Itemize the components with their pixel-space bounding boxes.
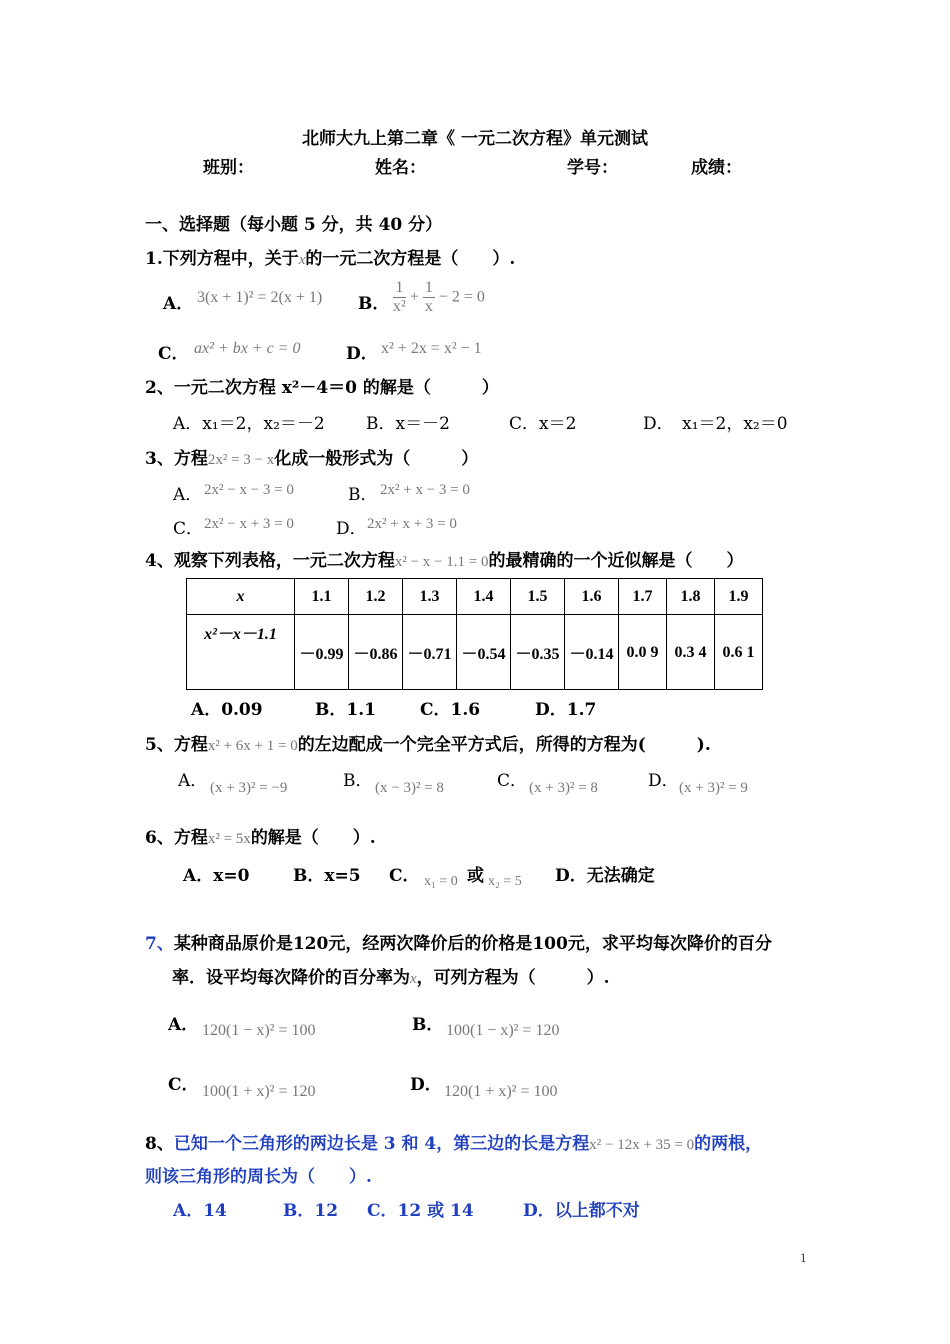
q3-option-b-label: B． — [348, 485, 378, 505]
q8-option-b: B．12 — [283, 1201, 339, 1221]
q2-option-a: A．x₁＝2，x₂＝－2 — [173, 414, 325, 434]
page-number: 1 — [800, 1250, 807, 1265]
question-5-stem: 5、方程x² + 6x + 1 = 0的左边配成一个完全平方式后，所得的方程为( ). — [145, 735, 711, 755]
q1-option-c-equation: ax² + bx + c = 0 — [194, 340, 301, 357]
table-cell: 1.7 — [619, 579, 667, 615]
q3-option-a-label: A． — [173, 485, 203, 505]
q7-option-b-label: B． — [412, 1015, 444, 1035]
table-cell: 1.6 — [565, 579, 619, 615]
name-label: 姓名： — [375, 158, 426, 178]
page-title: 北师大九上第二章《 一元二次方程》单元测试 — [302, 129, 648, 149]
question-3-stem: 3、方程2x² = 3 − x化成一般形式为（ ） — [145, 449, 479, 469]
q1-option-a-label: A． — [163, 294, 194, 314]
q3-option-b-equation: 2x² + x − 3 = 0 — [380, 482, 470, 498]
q5-option-a-label: A． — [178, 771, 208, 791]
q1-option-d-equation: x² + 2x = x² − 1 — [381, 340, 482, 357]
q6-option-c-label: C． — [389, 866, 420, 886]
question-4-stem: 4、观察下列表格，一元二次方程x² − x − 1.1 = 0的最精确的一个近似解是（ ） — [145, 551, 744, 571]
values-table — [186, 578, 763, 690]
table-cell: 1.2 — [349, 579, 403, 615]
q4-option-c: C．1.6 — [420, 700, 481, 720]
q5-option-a-equation: (x + 3)² = −9 — [210, 780, 288, 796]
q6-option-c-equation-2: x₂ = 5 — [488, 874, 522, 889]
table-cell: －0.71 — [403, 615, 457, 690]
q6-option-c-or: 或 — [467, 866, 484, 886]
table-cell: 1.4 — [457, 579, 511, 615]
table-cell: 0.3 4 — [667, 615, 715, 690]
question-7-stem-line2: 率．设平均每次降价的百分率为x，可列方程为（ ）. — [172, 968, 610, 988]
table-cell: 0.0 9 — [619, 615, 667, 690]
question-8-stem: 8、已知一个三角形的两边长是 3 和 4，第三边的长是方程x² − 12x + 35 = 0的两根， — [145, 1134, 763, 1154]
table-cell: 1.1 — [295, 579, 349, 615]
q1-option-b-label: B． — [358, 294, 390, 314]
q5-option-b-equation: (x − 3)² = 8 — [375, 780, 444, 796]
table-cell: 1.3 — [403, 579, 457, 615]
q5-option-d-equation: (x + 3)² = 9 — [679, 780, 748, 796]
q3-option-a-equation: 2x² − x − 3 = 0 — [204, 482, 294, 498]
q8-option-d: D．以上都不对 — [523, 1201, 640, 1221]
q7-option-a-equation: 120(1 − x)² = 100 — [202, 1022, 316, 1039]
q4-option-a: A．0.09 — [191, 700, 263, 720]
question-8-stem-line2: 则该三角形的周长为（ ）. — [145, 1167, 372, 1187]
q6-option-c-equation-1: x₁ = 0 — [424, 874, 458, 889]
q7-option-a-label: A． — [168, 1015, 199, 1035]
table-header-x: x — [187, 579, 295, 615]
table-cell: －0.99 — [295, 615, 349, 690]
score-label: 成绩： — [691, 158, 742, 178]
q8-option-a: A．14 — [173, 1201, 227, 1221]
q2-option-d: D． x₁＝2，x₂＝0 — [643, 414, 788, 434]
table-row — [187, 579, 763, 615]
q6-option-b: B．x=5 — [293, 866, 361, 886]
q6-option-a: A．x=0 — [183, 866, 250, 886]
q5-option-b-label: B． — [343, 771, 373, 791]
q1-option-a-equation: 3(x + 1)² = 2(x + 1) — [197, 289, 323, 306]
q3-option-d-label: D． — [336, 519, 367, 539]
class-label: 班别： — [203, 158, 254, 178]
q7-option-c-label: C． — [168, 1075, 199, 1095]
table-cell: 0.6 1 — [715, 615, 763, 690]
table-cell: －0.54 — [457, 615, 511, 690]
table-row — [187, 615, 763, 690]
table-header-expression: x²－x－1.1 — [187, 615, 295, 690]
table-cell: 1.8 — [667, 579, 715, 615]
q4-option-d: D．1.7 — [535, 700, 597, 720]
q1-option-b-equation: $\frac{1}{\text{x²}}$ + $\frac{1}{x}$ − 2 = 0 — [393, 279, 485, 315]
q7-option-d-equation: 120(1 + x)² = 100 — [444, 1083, 558, 1100]
q7-option-d-label: D． — [410, 1075, 442, 1095]
q1-option-c-label: C． — [158, 344, 189, 364]
q8-option-c: C．12 或 14 — [367, 1201, 474, 1221]
question-1-stem: 1.下列方程中，关于x的一元二次方程是（ ）. — [145, 249, 516, 269]
q6-option-d: D．无法确定 — [555, 866, 655, 886]
q1-option-d-label: D． — [346, 344, 378, 364]
question-6-stem: 6、方程x² = 5x的解是（ ）. — [145, 828, 376, 848]
table-cell: －0.14 — [565, 615, 619, 690]
q5-option-c-equation: (x + 3)² = 8 — [529, 780, 598, 796]
q7-option-c-equation: 100(1 + x)² = 120 — [202, 1083, 316, 1100]
q2-option-c: C．x＝2 — [509, 414, 577, 434]
q7-option-b-equation: 100(1 − x)² = 120 — [446, 1022, 560, 1039]
q3-option-c-label: C． — [173, 519, 204, 539]
q2-option-b: B．x＝－2 — [366, 414, 450, 434]
student-id-label: 学号： — [567, 158, 618, 178]
table-cell: 1.9 — [715, 579, 763, 615]
q3-option-c-equation: 2x² − x + 3 = 0 — [204, 516, 294, 532]
q4-option-b: B．1.1 — [315, 700, 376, 720]
question-2-stem: 2、一元二次方程 x²－4＝0 的解是（ ） — [145, 378, 499, 398]
q5-option-c-label: C． — [497, 771, 528, 791]
q5-option-d-label: D． — [648, 771, 679, 791]
table-cell: 1.5 — [511, 579, 565, 615]
table-cell: －0.86 — [349, 615, 403, 690]
section-heading: 一、选择题（每小题 5 分，共 40 分） — [145, 215, 443, 235]
q3-option-d-equation: 2x² + x + 3 = 0 — [367, 516, 457, 532]
table-cell: －0.35 — [511, 615, 565, 690]
question-7-stem: 7、某种商品原价是120元，经两次降价后的价格是100元，求平均每次降价的百分 — [145, 934, 772, 954]
